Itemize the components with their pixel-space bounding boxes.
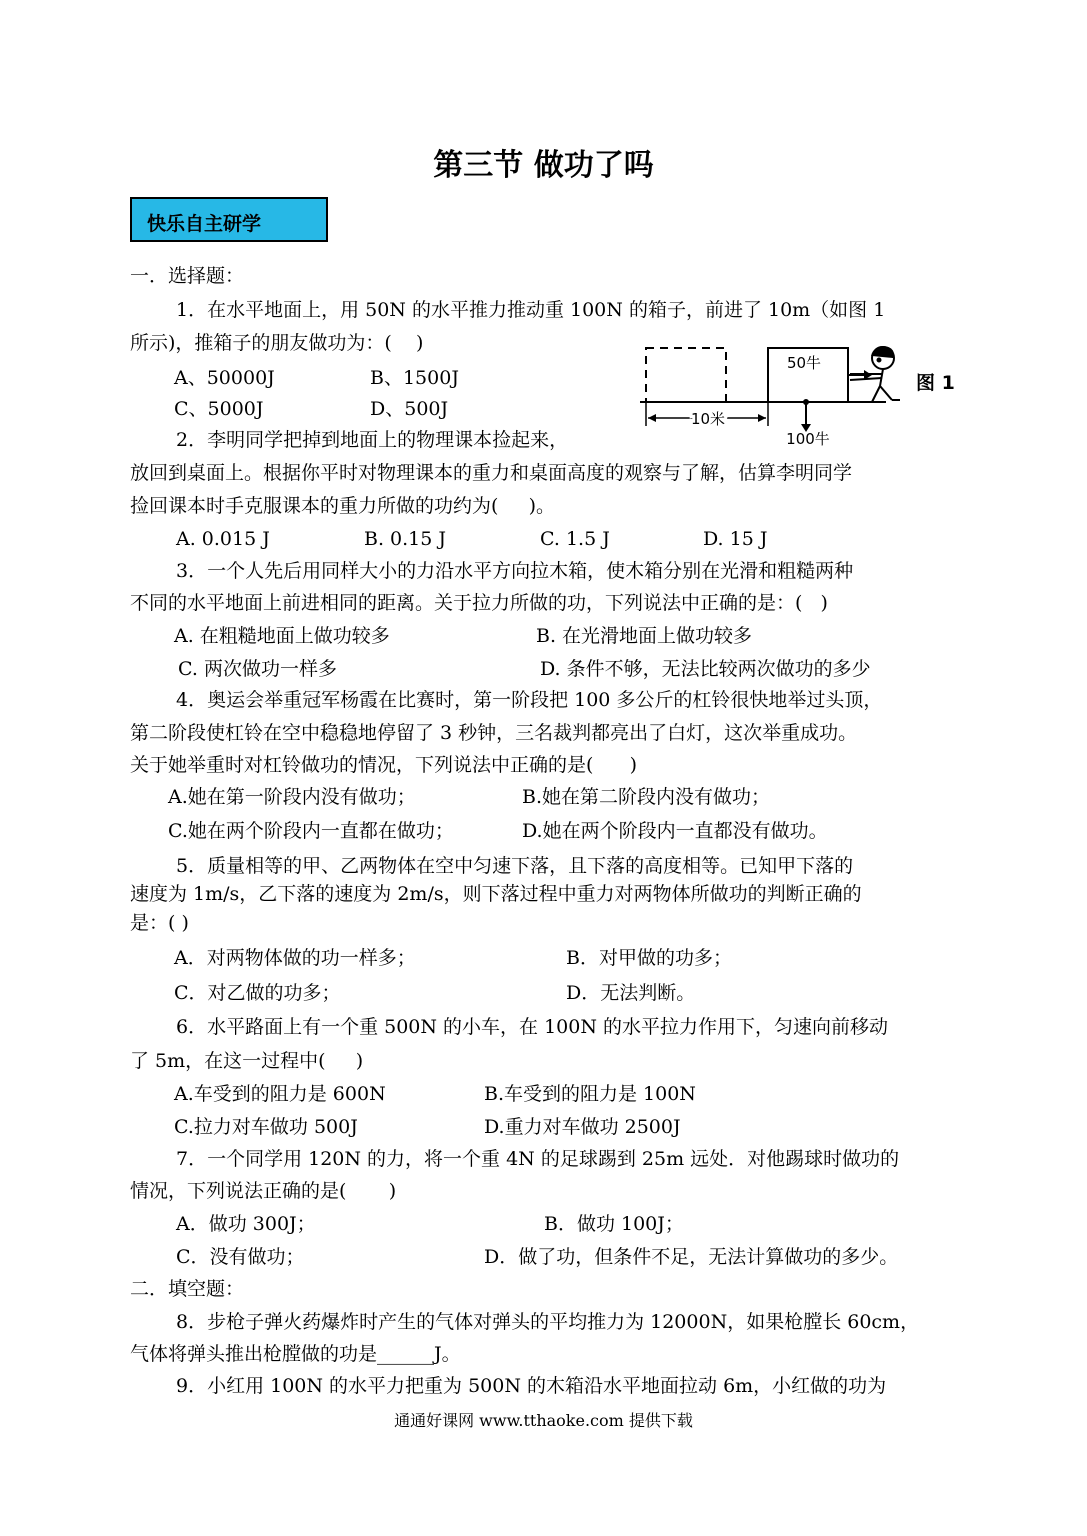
question-7-line-1: 7．一个同学用 120N 的力，将一个重 4N 的足球踢到 25m 远处．对他踢球时做功的 <box>176 1148 900 1170</box>
question-3-line-2: 不同的水平地面上前进相同的距离。关于拉力所做的功，下列说法中正确的是：( ) <box>130 592 828 614</box>
figure-1-diagram <box>636 340 966 450</box>
question-5-line-1: 5．质量相等的甲、乙两物体在空中匀速下落，且下落的高度相等。已知甲下落的 <box>176 855 854 877</box>
option-5c: C．对乙做的功多； <box>174 982 341 1004</box>
option-4d: D.她在两个阶段内一直都没有做功。 <box>522 820 828 842</box>
section-heading-fill: 二．填空题： <box>130 1278 245 1300</box>
question-8-line-2: 气体将弹头推出枪膛做的功是______J。 <box>130 1343 461 1365</box>
distance-label: 10米 <box>690 410 726 428</box>
option-4b: B.她在第二阶段内没有做功； <box>522 786 771 808</box>
question-9-line-1: 9．小红用 100N 的水平力把重为 500N 的木箱沿水平地面拉动 6m，小红做的功为 <box>176 1375 887 1397</box>
dashed-box <box>646 348 726 402</box>
option-7d: D．做了功，但条件不足，无法计算做功的多少。 <box>484 1246 899 1268</box>
page-title: 第三节 做功了吗 <box>433 148 654 183</box>
question-2-line-2: 放回到桌面上。根据你平时对物理课本的重力和桌面高度的观察与了解，估算李明同学 <box>130 462 853 484</box>
question-5-line-3: 是：( ) <box>130 912 189 934</box>
section-heading-choice: 一．选择题： <box>130 265 245 287</box>
force-label: 50牛 <box>786 354 822 372</box>
question-2-line-3: 捡回课本时手克服课本的重力所做的功约为( )。 <box>130 495 556 517</box>
question-8-line-1: 8．步枪子弹火药爆炸时产生的气体对弹头的平均推力为 12000N，如果枪膛长 60cm， <box>176 1311 920 1333</box>
option-7a: A．做功 300J； <box>176 1213 316 1235</box>
option-6a: A.车受到的阻力是 600N <box>174 1083 386 1105</box>
question-1-line-1: 1．在水平地面上，用 50N 的水平推力推动重 100N 的箱子，前进了 10m（如图 1 <box>176 299 886 321</box>
option-7c: C．没有做功； <box>176 1246 305 1268</box>
question-4-line-3: 关于她举重时对杠铃做功的情况，下列说法中正确的是( ) <box>130 754 638 776</box>
pusher-icon <box>850 347 900 402</box>
option-6c: C.拉力对车做功 500J <box>174 1116 358 1138</box>
question-6-line-1: 6．水平路面上有一个重 500N 的小车，在 100N 的水平拉力作用下，匀速向前移动 <box>176 1016 889 1038</box>
section-badge <box>130 197 328 242</box>
option-2b: B. 0.15 J <box>364 528 447 550</box>
option-2d: D. 15 J <box>703 528 768 550</box>
option-3a: A. 在粗糙地面上做功较多 <box>174 625 390 647</box>
option-3c: C. 两次做功一样多 <box>178 658 337 680</box>
question-7-line-2: 情况，下列说法正确的是( ) <box>130 1180 397 1202</box>
option-2c: C. 1.5 J <box>540 528 610 550</box>
question-5-line-2: 速度为 1m/s，乙下落的速度为 2m/s，则下落过程中重力对两物体所做功的判断正确的 <box>130 883 862 905</box>
option-5d: D．无法判断。 <box>566 982 696 1004</box>
footer-credit: 通通好课网 www.tthaoke.com 提供下载 <box>394 1411 693 1430</box>
option-3b: B. 在光滑地面上做功较多 <box>536 625 753 647</box>
question-1-line-2: 所示)，推箱子的朋友做功为：( ) <box>130 332 424 354</box>
option-4a: A.她在第一阶段内没有做功； <box>168 786 416 808</box>
option-4c: C.她在两个阶段内一直都在做功； <box>168 820 454 842</box>
option-1c: C、5000J <box>174 398 264 420</box>
option-6d: D.重力对车做功 2500J <box>484 1116 681 1138</box>
figure-caption: 图 1 <box>916 372 955 394</box>
question-4-line-2: 第二阶段使杠铃在空中稳稳地停留了 3 秒钟，三名裁判都亮出了白灯，这次举重成功。 <box>130 722 858 744</box>
option-1a: A、50000J <box>174 367 275 389</box>
option-7b: B．做功 100J； <box>544 1213 684 1235</box>
question-3-line-1: 3．一个人先后用同样大小的力沿水平方向拉木箱，使木箱分别在光滑和粗糙两种 <box>176 560 854 582</box>
section-badge-label: 快乐自主研学 <box>147 213 262 235</box>
option-1b: B、1500J <box>370 367 459 389</box>
weight-label: 100牛 <box>786 430 830 448</box>
option-3d: D. 条件不够，无法比较两次做功的多少 <box>540 658 871 680</box>
question-4-line-1: 4．奥运会举重冠军杨霞在比赛时，第一阶段把 100 多公斤的杠铃很快地举过头顶， <box>176 689 883 711</box>
option-1d: D、500J <box>370 398 449 420</box>
option-2a: A. 0.015 J <box>176 528 270 550</box>
question-6-line-2: 了 5m，在这一过程中( ) <box>130 1050 364 1072</box>
option-5b: B．对甲做的功多； <box>566 947 732 969</box>
question-2-line-1: 2．李明同学把掉到地面上的物理课本捡起来， <box>176 429 569 451</box>
option-6b: B.车受到的阻力是 100N <box>484 1083 696 1105</box>
option-5a: A．对两物体做的功一样多； <box>174 947 416 969</box>
